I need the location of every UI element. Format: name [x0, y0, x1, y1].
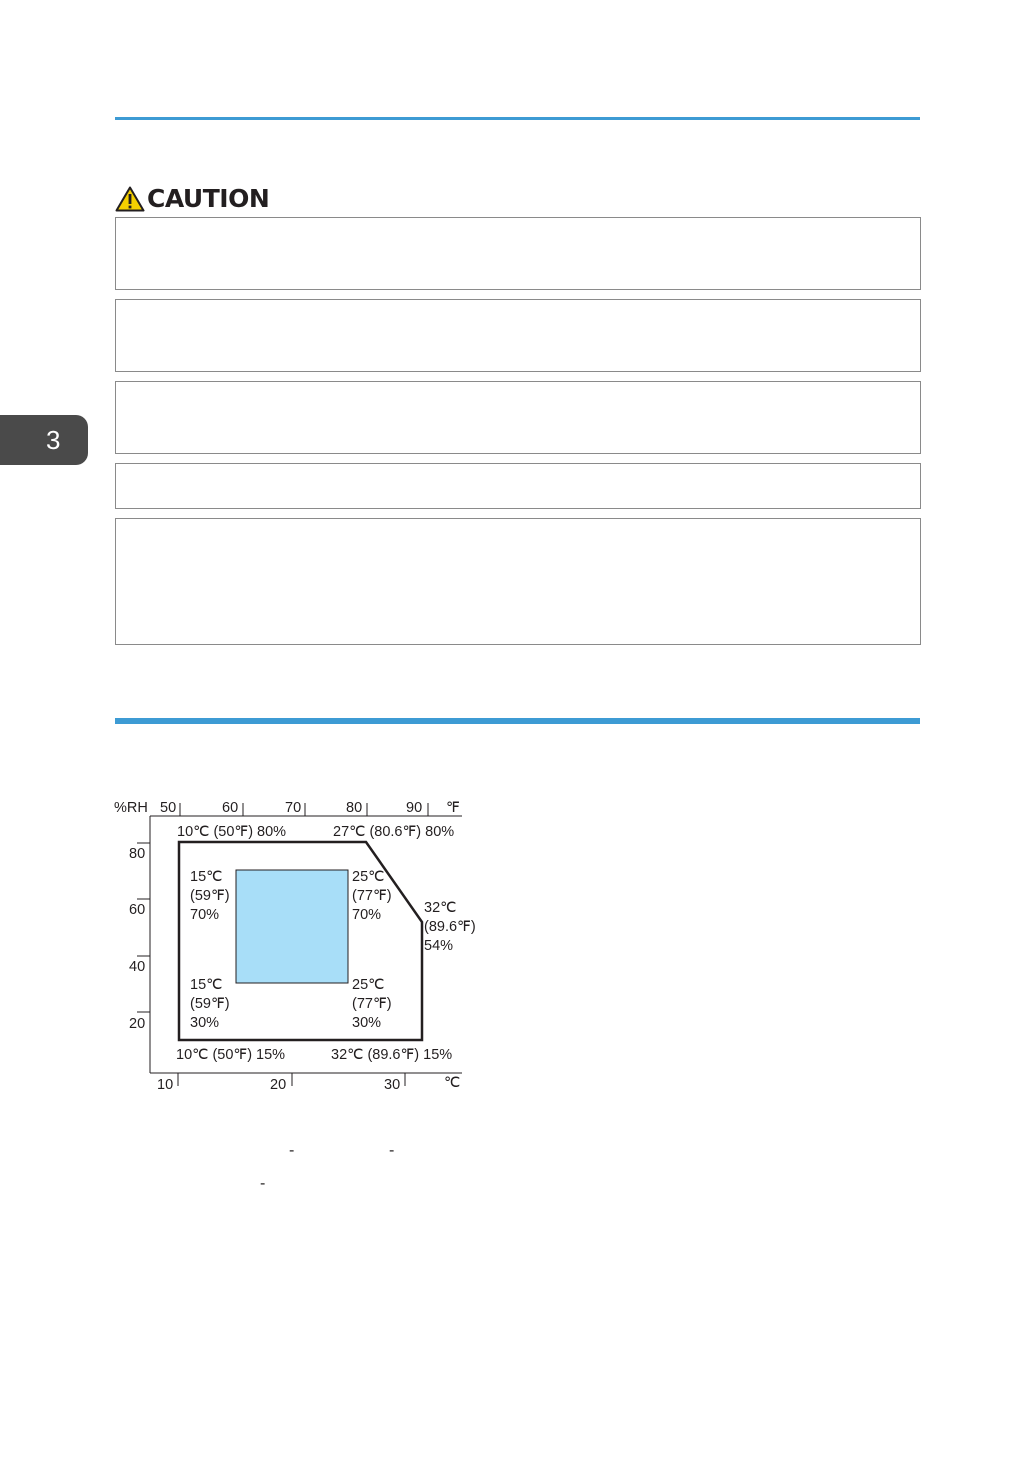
- side-label-rh: 54%: [424, 938, 454, 954]
- c-tick-label: 30: [384, 1077, 401, 1093]
- inner-tl-f: (59℉): [190, 888, 230, 904]
- chapter-tab: [0, 415, 88, 465]
- header-rule: [115, 117, 920, 120]
- inner-tr-c: 25℃: [352, 869, 385, 885]
- rh-unit-label: %RH: [114, 800, 148, 816]
- c-unit-label: ℃: [444, 1075, 461, 1091]
- side-label-c: 32℃: [424, 900, 457, 916]
- chapter-number: 3: [46, 425, 61, 455]
- f-tick-label: 90: [406, 800, 423, 816]
- caution-box-2: [115, 299, 921, 372]
- inner-br-rh: 30%: [352, 1015, 382, 1031]
- caution-box-4: [115, 463, 921, 509]
- caution-title: CAUTION: [147, 184, 270, 213]
- corner-label-top-left: 10℃ (50℉) 80%: [177, 824, 287, 840]
- caution-box-3: [115, 381, 921, 454]
- corner-label-bottom-left: 10℃ (50℉) 15%: [176, 1047, 286, 1063]
- caution-box-5: [115, 518, 921, 645]
- inner-tl-rh: 70%: [190, 907, 220, 923]
- caution-box-1: [115, 217, 921, 290]
- inner-tr-f: (77℉): [352, 888, 392, 904]
- inner-tl-c: 15℃: [190, 869, 223, 885]
- section-rule: [115, 718, 920, 724]
- c-tick-label: 10: [157, 1077, 174, 1093]
- f-tick-label: 50: [160, 800, 177, 816]
- rh-tick-label: 60: [129, 902, 146, 918]
- range-dash: -: [289, 1142, 295, 1159]
- corner-label-top-right: 27℃ (80.6℉) 80%: [333, 824, 455, 840]
- rh-tick-label: 40: [129, 959, 146, 975]
- rh-tick-label: 80: [129, 846, 146, 862]
- c-tick-label: 20: [270, 1077, 287, 1093]
- inner-br-f: (77℉): [352, 996, 392, 1012]
- environment-range-diagram: [110, 795, 500, 1100]
- caution-heading: [115, 184, 269, 214]
- warning-triangle-icon: [115, 186, 145, 212]
- inner-br-c: 25℃: [352, 977, 385, 993]
- inner-tr-rh: 70%: [352, 907, 382, 923]
- inner-bl-rh: 30%: [190, 1015, 220, 1031]
- range-dash: -: [260, 1175, 266, 1192]
- range-dash: -: [389, 1142, 395, 1159]
- inner-bl-f: (59℉): [190, 996, 230, 1012]
- rh-tick-label: 20: [129, 1016, 146, 1032]
- f-tick-label: 70: [285, 800, 302, 816]
- f-unit-label: ℉: [446, 800, 460, 816]
- corner-label-bottom-right: 32℃ (89.6℉) 15%: [331, 1047, 453, 1063]
- f-tick-label: 60: [222, 800, 239, 816]
- side-label-f: (89.6℉): [424, 919, 476, 935]
- f-tick-label: 80: [346, 800, 363, 816]
- inner-bl-c: 15℃: [190, 977, 223, 993]
- recommended-range-area: [236, 870, 348, 983]
